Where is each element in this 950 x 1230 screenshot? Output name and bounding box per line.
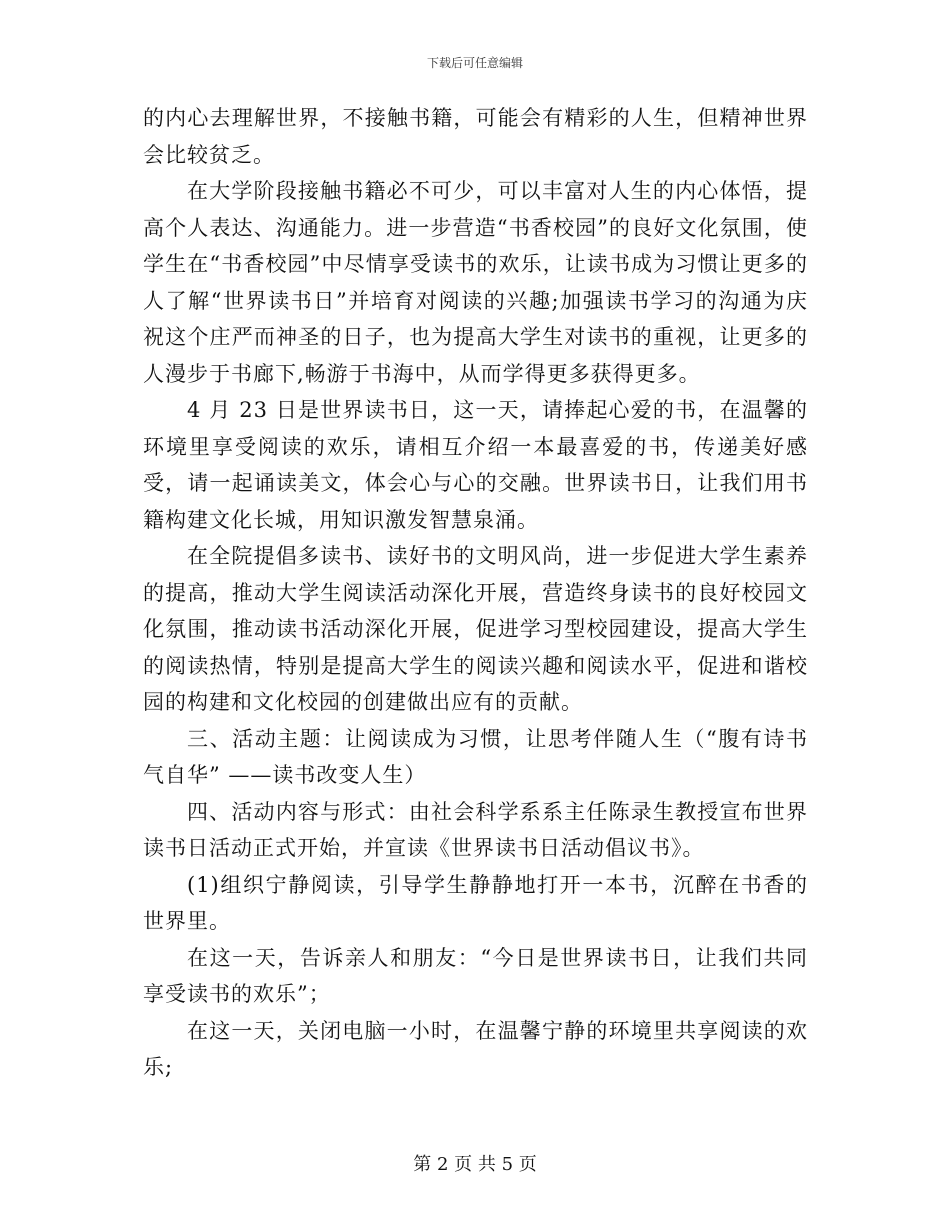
paragraph-8: 在这一天，告诉亲人和朋友：“今日是世界读书日，让我们共同享受读书的欢乐”；	[143, 945, 808, 1006]
paragraph-2: 在大学阶段接触书籍必不可少，可以丰富对人生的内心体悟，提高个人表达、沟通能力。进一步营造“书香校园”的良好文化氛围，使学生在“书香校园”中尽情享受读书的欢乐，让读书成为习惯让更多的人了解“世界读书日”并培育对阅读的兴趣;加强读书学习的沟通为庆祝这个庄严而神圣的日子，也为提高大学生对读书的重视，让更多的人漫步于书廊下,畅游于书海中，从而学得更多获得更多。	[143, 179, 808, 386]
page-footer-number: 第 2 页 共 5 页	[413, 1154, 537, 1175]
paragraph-7: (1)组织宁静阅读，引导学生静静地打开一本书，沉醉在书香的世界里。	[143, 872, 808, 933]
paragraph-1: 的内心去理解世界，不接触书籍，可能会有精彩的人生，但精神世界会比较贫乏。	[143, 106, 808, 167]
paragraph-9: 在这一天，关闭电脑一小时，在温馨宁静的环境里共享阅读的欢乐;	[143, 1018, 808, 1079]
paragraph-3: 4 月 23 日是世界读书日，这一天，请捧起心爱的书，在温馨的环境里享受阅读的欢乐，请相互介绍一本最喜爱的书，传递美好感受，请一起诵读美文，体会心与心的交融。世界读书日，让我们用书籍构建文化长城，用知识激发智慧泉涌。	[143, 398, 808, 532]
page-header-note: 下载后可任意编辑	[426, 56, 523, 70]
paragraph-6-content-form: 四、活动内容与形式：由社会科学系系主任陈录生教授宣布世界读书日活动正式开始，并宣读《世界读书日活动倡议书》。	[143, 799, 808, 860]
document-body	[143, 100, 808, 1086]
paragraph-5-theme: 三、活动主题：让阅读成为习惯，让思考伴随人生（“腹有诗书气自华” ——读书改变人生）	[143, 726, 808, 787]
paragraph-4: 在全院提倡多读书、读好书的文明风尚，进一步促进大学生素养的提高，推动大学生阅读活动深化开展，营造终身读书的良好校园文化氛围，推动读书活动深化开展，促进学习型校园建设，提高大学生的阅读热情，特别是提高大学生的阅读兴趣和阅读水平，促进和谐校园的构建和文化校园的创建做出应有的贡献。	[143, 544, 808, 714]
